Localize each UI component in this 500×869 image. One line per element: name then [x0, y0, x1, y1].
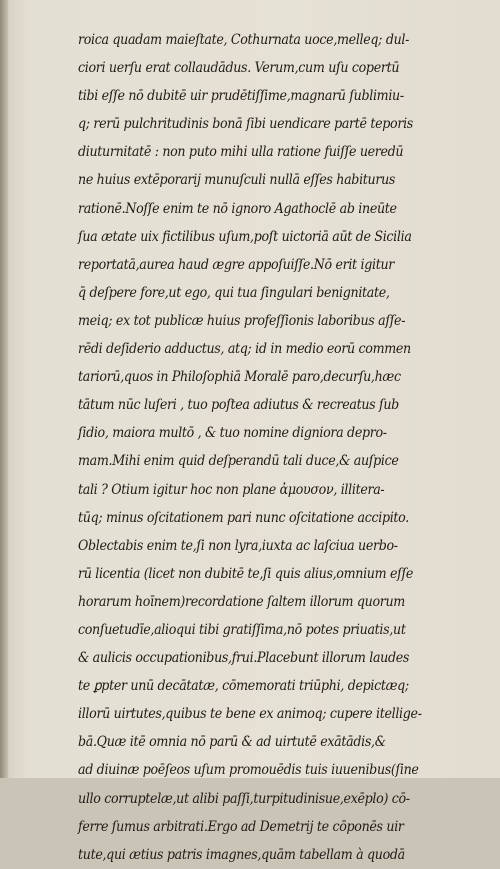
text-line: tute,qui ætius patris imagnes,quām tabellam à quodā	[78, 846, 405, 863]
text-line: tibi eſſe nō dubitē uir prudētiſſime,magnarū ſublimiu-	[78, 88, 404, 105]
text-line: conſuetudīe,alioqui tibi gratiſſima,nō potes priuatis,ut	[78, 621, 406, 638]
text-line: illorū uirtutes,quibus te bene ex animoq; cupere itellige-	[78, 706, 422, 723]
text-line: mam.Mihi enim quid deſperandū tali duce,& auſpice	[78, 453, 399, 470]
text-line: horarum hoīnem)recordatione ſaltem illorum quorum	[78, 593, 405, 610]
text-line: tariorū,quos in Philoſophiā Moralē paro,decurſu,hæc	[78, 369, 401, 386]
text-line: ne huius extēporarij munuſculi nullā eſſes habiturus	[78, 172, 396, 189]
text-line: Oblectabis enim te,ſi non lyra,iuxta ac laſciua uerbo-	[78, 537, 398, 554]
text-line: rū licentia (licet non dubitē te,ſi quis alius,omnium eſſe	[78, 565, 413, 582]
text-line: & aulicis occupationibus,frui.Placebunt illorum laudes	[78, 650, 410, 667]
text-line: rēdi deſiderio adductus, atq; id in medio eorū commen	[78, 341, 411, 358]
text-line: tali ? Otium igitur hoc non plane ἀμουσον, illitera-	[78, 481, 385, 498]
text-line: meiq; ex tot publicæ huius profeſſionis laboribus aſſe-	[78, 312, 406, 329]
text-line: ſua ætate uix fictilibus uſum,poſt uictoriā aūt de Sicilia	[78, 228, 412, 245]
text-line: ullo corruptelæ,ut alibi paſſi,turpitudinisue,exēplo) cō-	[78, 790, 410, 807]
text-line: ſidio, maiora multō , & tuo nomine digniora depro-	[78, 425, 387, 442]
text-line: ciori uerſu erat collaudādus. Verum,cum uſu copertū	[78, 60, 400, 77]
text-line: ferre ſumus arbitrati.Ergo ad Demetrij te cōponēs uir	[78, 818, 404, 835]
text-line: bā.Quæ itē omnia nō parū & ad uirtutē exātādis,&	[78, 734, 386, 751]
text-line: tūq; minus oſcitationem pari nunc oſcitatione accipito.	[78, 509, 409, 526]
text-line: te ꝑpter unū decātatæ, cōmemorati triūphi, depictæq;	[78, 678, 409, 695]
text-line: q; rerū pulchritudinis bonā ſibi uendicare partē teporis	[78, 116, 413, 133]
text-line: rationē.Noſſe enim te nō ignoro Agathoclē ab ineūte	[78, 200, 397, 217]
text-line: ad diuinæ poēſeos uſum promouēdis tuis iuuenibus(ſine	[78, 762, 419, 779]
text-line: reportatā,aurea haud ægre appoſuiſſe.Nō erit igitur	[78, 256, 395, 273]
text-line: q̄ deſpere fore,ut ego, qui tua ſingulari benignitate,	[78, 284, 390, 301]
text-line: diuturnitatē : non puto mihi ulla ratione fuiſſe ueredū	[78, 144, 404, 161]
text-line: tātum nūc luſeri , tuo poſtea adiutus & recreatus ſub	[78, 397, 399, 414]
text-line: roica quadam maieſtate, Cothurnata uoce,melleq; dul-	[78, 32, 410, 48]
text-block	[78, 26, 450, 869]
